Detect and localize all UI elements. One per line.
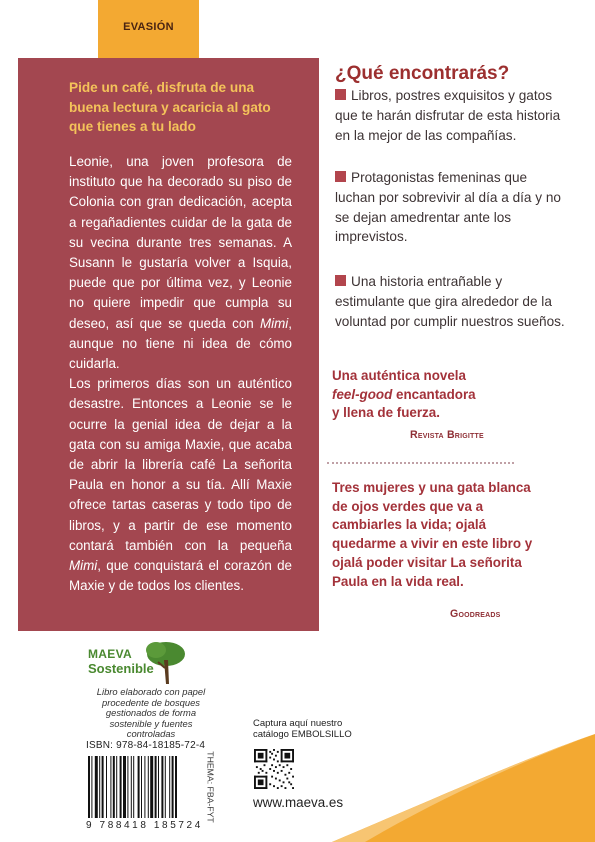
cat-name: Mimi — [260, 315, 289, 331]
quote-line — [332, 386, 532, 405]
synopsis-text-span: Los primeros días son un auténtico desastre. Entonces a Leonie se le ocurre la genial idea de dejar a la gata con su amiga Maxie, que acaba de abrir la librería café La señorita Paula en honor a su tía. Allí Maxie ofrece tartas caseras y todo tipo de libros, y a partir de ese momento contará también con la pequeña — [69, 376, 292, 553]
section-label: EVASIÓN — [123, 21, 174, 33]
website-url: www.maeva.es — [253, 795, 344, 810]
synopsis-text-span: Leonie, una joven profesora de instituto que ha decorado su piso de Colonia con gran dedicación, acepta a regañadientes cuidar de la gata de su vecina durante tres semanas. A Susann le gustaría volver a Isquia, puede que por última vez, y Leonie no quiere impedir que cumpla su deseo, así que se queda con — [69, 154, 292, 331]
features-title: ¿Qué encontrarás? — [335, 63, 510, 84]
review-quote-1 — [332, 367, 532, 423]
divider — [327, 462, 514, 464]
feature-item — [335, 168, 567, 247]
section-tab — [98, 0, 199, 58]
review-source-2: Goodreads — [450, 608, 501, 620]
bullet-square-icon — [335, 171, 346, 182]
publisher-logo-name: MAEVA — [88, 647, 132, 661]
synopsis-paragraph-1 — [69, 152, 292, 374]
synopsis-text-span: , aunque no tiene ni idea de cómo cuidarla. — [69, 315, 292, 372]
review-quote-2: Tres mujeres y una gata blanca de ojos verdes que va a cambiarles la vida; ojalá quedarme a vivir en este libro y ojalá poder visitar La señorita Paula en la vida real. — [332, 480, 533, 589]
feature-item — [335, 86, 567, 145]
qr-code-icon — [254, 749, 294, 789]
eco-notice: Libro elaborado con papel procedente de bosques gestionados de forma sostenible y fuentes controladas — [96, 686, 206, 740]
cat-name: Mimi — [69, 558, 98, 574]
quote-line: y llena de fuerza. — [332, 405, 440, 421]
barcode-icon — [86, 756, 206, 818]
publisher-logo-sub: Sostenible — [88, 661, 154, 676]
quote-text: encantadora — [396, 386, 476, 402]
synopsis-paragraph-2 — [69, 374, 292, 596]
feature-text: Libros, postres exquisitos y gatos que te harán disfrutar de esta historia en la mejor de las compañías. — [335, 88, 561, 143]
feature-item — [335, 272, 567, 331]
synopsis-text — [69, 152, 292, 596]
thema-text: THEMA: FBA-FYT — [205, 751, 216, 823]
quote-line: Una auténtica novela — [332, 368, 466, 383]
review-source-1: Revista Brigitte — [410, 429, 484, 441]
bullet-square-icon — [335, 275, 346, 286]
feature-text: Una historia entrañable y estimulante que gira alrededor de la voluntad por cumplir nuestros sueños. — [335, 274, 565, 329]
feature-text: Protagonistas femeninas que luchan por sobrevivir al día a día y no se dejan amedrentar ante los imprevistos. — [335, 170, 561, 245]
isbn-label: ISBN: 978-84-18185-72-4 — [86, 740, 206, 751]
quote-emphasis: feel-good — [332, 386, 393, 402]
synopsis-text-span: , que conquistará el corazón de Maxie y de todos los clientes. — [69, 558, 292, 594]
qr-caption: Captura aquí nuestro catálogo EMBOLSILLO — [253, 718, 352, 740]
thema-code — [199, 751, 216, 823]
barcode-number: 9 788418 185724 — [86, 820, 203, 831]
bullet-square-icon — [335, 89, 346, 100]
tagline: Pide un café, disfruta de una buena lectura y acaricia al gato que tienes a tu lado — [69, 80, 271, 134]
